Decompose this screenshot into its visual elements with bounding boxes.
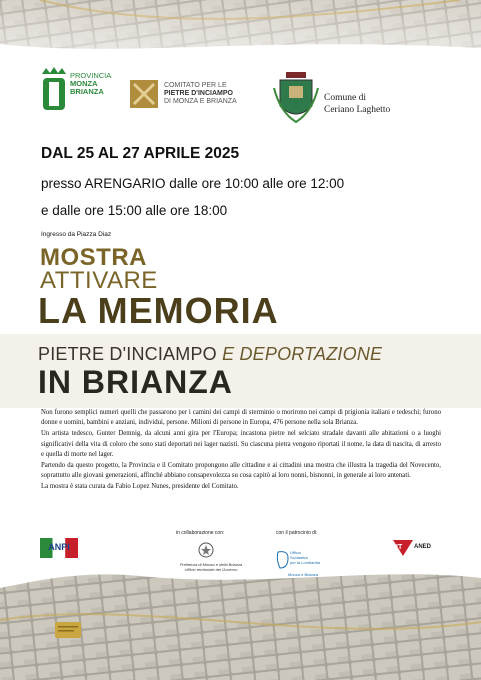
event-hours-morning: presso ARENGARIO dalle ore 10:00 alle ore 12:00 — [41, 176, 345, 191]
event-dates: DAL 25 AL 27 APRILE 2025 — [41, 145, 240, 162]
title-mostra: MOSTRA — [40, 244, 147, 271]
title-brianza: IN BRIANZA — [38, 364, 233, 400]
ust-line3: per la Lombardia — [290, 560, 321, 565]
ust-text — [290, 550, 320, 565]
body-paragraph-4: La mostra è stata curata da Fabio Lopez Nunes, presidente del Comitato. — [41, 483, 239, 491]
republic-emblem-icon — [198, 542, 214, 558]
prefettura-line1: Prefettura di Monza e della Brianza — [179, 562, 243, 567]
comune-logo — [272, 68, 391, 131]
ust-lombardia-icon — [276, 550, 290, 570]
body-paragraph-2: Un artista tedesco, Gunter Demnig, da alcuni anni gira per l'Europa; incastona pietre nel selciato stradale davanti alle abitazioni o a luoghi significativi della vita di coloro che sono stati deportati nei lager nazisti. Su ciascuna pietra vengono riportati il nome, la data di nascita, di arresto e quella di morte nel lager. — [41, 430, 441, 458]
comune-line1: Comune di — [324, 93, 366, 103]
provincia-line1: PROVINCIA — [70, 71, 112, 80]
provincia-line2: MONZA — [70, 79, 98, 88]
subtitle-pietre-text: PIETRE D'INCIAMPO — [38, 344, 217, 364]
title-attivare: ATTIVARE — [40, 267, 158, 294]
body-text — [41, 408, 441, 494]
aned-triangle-icon — [393, 540, 413, 556]
partners-row — [0, 528, 481, 586]
comitato-line3: DI MONZA E BRIANZA — [164, 98, 237, 106]
svg-text:IT: IT — [396, 544, 403, 551]
prefettura-line2: Ufficio territoriale del Governo — [184, 567, 238, 572]
anpi-label: ANPI — [48, 542, 70, 552]
subtitle-deportazione: E DEPORTAZIONE — [222, 344, 383, 364]
ust-line2: Scolastico — [290, 555, 309, 560]
title-memoria: LA MEMORIA — [38, 290, 279, 331]
event-entrance: Ingresso da Piazza Diaz — [41, 231, 112, 238]
patronage-label: con il patrocinio di: — [276, 530, 318, 536]
comune-line2: Ceriano Laghetto — [324, 105, 391, 115]
comitato-stone-icon — [130, 80, 158, 108]
comune-coat-of-arms-icon — [272, 68, 320, 126]
comitato-line2: PIETRE D'INCIAMPO — [164, 90, 233, 98]
subtitle-pietre — [38, 344, 382, 365]
aned-label: ANED — [414, 544, 432, 550]
ust-bottom-label: Monza e Brianza — [288, 572, 319, 577]
provincia-line3: BRIANZA — [70, 87, 104, 96]
brass-stone-icon — [55, 622, 81, 638]
cobblestone-top — [0, 0, 481, 60]
body-paragraph-1: Non furono semplici numeri quelli che passarono per i camini dei campi di sterminio o morirono nei campi di prigionia italiani e tedeschi; furono donne e uomini, bambini e anziani, individui, persone. Milioni di persone in Europa, 476 persone nella sola Brianza. — [41, 409, 441, 427]
body-paragraph-3: Partendo da questo progetto, la Provincia e il Comitato propongono alle cittadine e ai cittadini una mostra che illustra la tragedia del Novecento, soprattutto alle giovani generazioni, affinché abbiano consapevolezza su cosa capitò ai loro nonni, bisnonni, in generale ai loro antenati. — [41, 462, 441, 480]
ust-line1: Ufficio — [290, 550, 302, 555]
provincia-crown-icon — [38, 66, 70, 114]
event-hours-afternoon: e dalle ore 15:00 alle ore 18:00 — [41, 203, 228, 218]
prefettura-text — [176, 562, 246, 572]
comitato-line1: COMITATO PER LE — [164, 82, 227, 89]
collaboration-label: in collaborazione con: — [176, 530, 225, 536]
header-logos — [0, 66, 481, 128]
